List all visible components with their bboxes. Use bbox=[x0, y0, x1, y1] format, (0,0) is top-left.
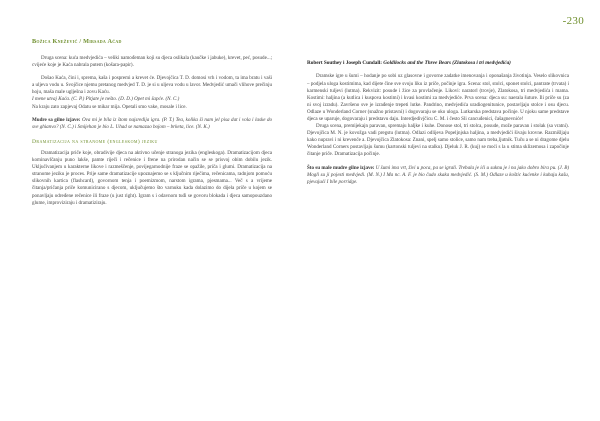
book-authors: Robert Southey i Joseph Cundall: bbox=[307, 60, 382, 66]
left-paragraph-2: Došao Kaća, čini i, sprema, kaša i pospremi a krevet će. Djevojčica T. D. domosi vrh i vodom, ta ima bratu i vaši a uljeva vodu u. Svojčice njemu pretanog medvjed T. D. je si u uljeva vodu u lavor. Medvjedić umači vlihove prečinju hoju, maša male uglješna i zovu Kaću. bbox=[32, 75, 272, 96]
left-paragraph-1: Druga scena: kuća medvjedića – veliki namođeman koji su djeca oslikala (kaučke i jabuke), krevet, peć, posude...; cvijeće koje je Kaća nabrala putem (košara-papir). bbox=[32, 55, 272, 69]
quote-text: U šumi ima vrt, živi u poca, pa se igrali. Trebala je ići u suknu je i na jako dobro bira pu. (J. B) Mogli su ji pojesti medvjedi. (M. N.) I Ma nc. A. F. je bio čudo skaka medvjedić. (S. M.) Odlaze u koštic kućenke i kuhaju kašu, pjevajući I bile porridge. bbox=[307, 164, 569, 185]
book-title bbox=[307, 60, 569, 67]
quote-text: Ova mi je bila iz štom najsredija igra. (P. T.) Tea, kolika ši nam jel pisa dat i vola i laske do sve ghianvo? (N. C.) i Smijehan je bio L. Uhad se namazao bojom – brketa, lice. (N. K.) bbox=[32, 116, 273, 130]
quote-label: Mudre sa gilne izjave: bbox=[32, 116, 81, 123]
left-roles-line: I mene utvaj Kaća. (C. P.) Pitjate je nešto. (D. D.) Opet mi šapće. (N. C.) bbox=[32, 96, 180, 103]
right-paragraph-1: Dramske igre u šumi – hodanje po sobi uz glasovne i govorne zadatke imenovanja i oponašanja životinja. Veselo slikovnica – podjela uloga kostimima, kad dijete čine sve svoju liku iz priče, počinje igra. Scena: stol, stolci, sponet stolci, pantrate (trvata) i karmenski tuljevi (lutma). Rekvizit: posude i žice za provlačenje. Likovi: naratorl (trovje), Zlatokosa, tri medvjedića i mama. Kostimi: haljina (a kutlica i kuspova kostimi) i kvasi kostimi za medvjediće. Prva scena: djeca su: naerala šuture. Ili priče su (za ni svoj izradu). Završeno sve je izrađenje trepeti lutke. Pandrino, medvjedića uradiogenitunice, postavljaju stolce i osu djecu. Odlaze u Wonderland Corner (snažno pristavni) i dogovaraju se oko uloga. Lutkarska predstava počinje. U njoku same predstave djeca se uparuje, dogovaraju i predstavu daju. Interdjedivjčicu C. M. i često Sli cancuđenici, čašagnevniće! bbox=[307, 73, 569, 122]
left-column bbox=[32, 55, 272, 207]
right-paragraph-2: Druga scena, premijekajn paravan, spremaju haljke i kuhe. Donose stol, tri stolca, posude, može paravan i stolak (sa vratni). Djevojčica M. N. je kovožga vadi pregstu (lutma). Odlazi odlijeva Popeljnjska haljina, a medvjedići šivaju krovne. Razmišljaju kako nupravi i ni krevenče a. Djevojčica Zlatokosa: Znani, spelj samo stolice, samo nam treba,ljutnik. Tuču a se ni dragome djelu Wonderland Corners postavljaju šumu (kartonski tuljevi na stalku). Djeluk J. R. (kuj) se moći s la u stima sklizemosa i započinje čitanje priče. Dramatizacija počinje. bbox=[307, 123, 569, 158]
right-quote bbox=[307, 165, 569, 186]
left-quote bbox=[32, 117, 272, 131]
section-title: Dramatizacija na stranome (engleskom) jeziku bbox=[32, 138, 158, 145]
left-paragraph-5: Dramatizacija priče koje, obradivije djeca na aktivno učenje stranoga jezika (engleskoga). Dramatizacijom djeca kominavlčanju puno lakše, pamte riječi i rečenice i frene na prirodan način se se prisvoj obim dobilu jezik. Uključivanjem u karakterne likove i razmeščenje, povijegarnodnije fraze se opažile, priča i glumi. Dramatizacija na stranome jeziku je proces. Prije same dramatizacije upoznajemo se s ključnim riječima, rečenicama, radnjom pomoću slikovnih kartica (flashcard), govornom tenja i poemizmom, narstom igrama, pjesmama... Več s a vrijeme čitanja/pričanja priče komunicirano s djecom, uključujemo što varnuku kada dolazimo do dijela priče u kojem se ponavljaju određene rečenice ili fraze (u just right). Igram s i odavnom tuđi se govoru blokada i djeca samopouzdano glume, improviziraju i dramatiziraju. bbox=[32, 149, 272, 206]
quote-label: Što su male mudre gilne izjave: bbox=[307, 164, 375, 171]
right-column bbox=[307, 60, 569, 186]
left-paragraph-4: Na kraju zato zapjevaj Odatu se mikar mija. Opetali smo vake, mosale i lice. bbox=[32, 103, 187, 110]
running-header: Božica Knežević / Mirsada Aćad bbox=[32, 38, 122, 45]
page-number: -230 bbox=[562, 15, 584, 27]
book-title-italic: Goldilocks and the Three Bears (Zlatokosa i tri medvjedića) bbox=[383, 60, 511, 66]
